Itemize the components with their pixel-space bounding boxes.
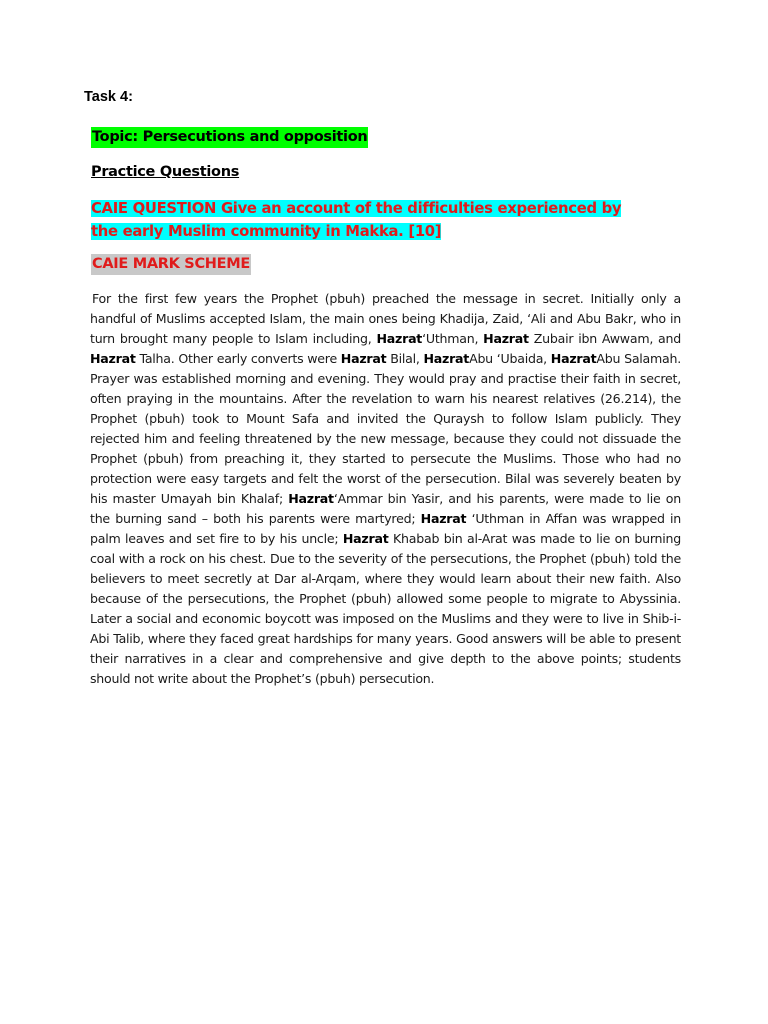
answer-text-run: ‘Uthman, bbox=[422, 331, 484, 346]
honorific-bold: Hazrat bbox=[340, 351, 387, 366]
answer-text-run: For the first few years the Prophet (pbuh) preached the message in secret. Initially only a handful of Muslims accepted Islam, the main ones being Khadija, Zaid, ‘Ali and Abu Bakr, who in turn brought many people to Islam including, bbox=[90, 291, 681, 346]
caie-question bbox=[91, 197, 651, 243]
honorific-bold: Hazrat bbox=[483, 331, 529, 346]
answer-text-run: Abu Salamah. Prayer was established morning and evening. They would pray and practise their faith in secret, often praying in the mountains. After the revelation to warn his nearest relatives (26.214), the Prophet (pbuh) took to Mount Safa and invited the Quraysh to follow Islam publicly. They rejected him and feeling threatened by the new message, because they could not dissuade the Prophet (pbuh) from preaching it, they started to persecute the Muslims. Those who had no protection were easy targets and felt the worst of the persecution. Bilal was severely beaten by his master Umayah bin Khalaf; bbox=[90, 351, 681, 506]
honorific-bold: Hazrat bbox=[90, 351, 136, 366]
caie-question-text: CAIE QUESTION Give an account of the difficulties experienced by the early Muslim community in Makka. [10] bbox=[91, 200, 622, 240]
honorific-bold: Hazrat bbox=[342, 531, 389, 546]
answer-text-run: Abu ‘Ubaida, bbox=[469, 351, 551, 366]
answer-paragraph bbox=[90, 289, 681, 689]
honorific-bold: Hazrat bbox=[288, 491, 334, 506]
answer-text-run: Bilal, bbox=[386, 351, 424, 366]
practice-questions-heading: Practice Questions bbox=[91, 164, 240, 180]
answer-text-run: ‘Ammar bin Yasir, and his parents, were made to lie on the burning sand – both his parents were martyred; bbox=[90, 491, 681, 526]
task-heading: Task 4: bbox=[84, 89, 133, 105]
answer-text-run: Talha. Other early converts were bbox=[135, 351, 341, 366]
mark-scheme-heading: CAIE MARK SCHEME bbox=[91, 254, 251, 275]
mark-scheme-answer bbox=[90, 289, 681, 689]
topic-heading: Topic: Persecutions and opposition bbox=[91, 127, 368, 148]
honorific-bold: Hazrat bbox=[550, 351, 597, 366]
honorific-bold: Hazrat bbox=[420, 511, 467, 526]
honorific-bold: Hazrat bbox=[376, 331, 423, 346]
answer-text-run: Zubair ibn Awwam, and bbox=[528, 331, 681, 346]
honorific-bold: Hazrat bbox=[423, 351, 470, 366]
answer-text-run: Khabab bin al-Arat was made to lie on burning coal with a rock on his chest. Due to the severity of the persecutions, the Prophet (pbuh) told the believers to meet secretly at Dar al-Arqam, where they would learn about their new faith. Also because of the persecutions, the Prophet (pbuh) allowed some people to migrate to Abyssinia. Later a social and economic boycott was imposed on the Muslims and they were to live in Shib-i-Abi Talib, where they faced great hardships for many years. Good answers will be able to present their narratives in a clear and comprehensive and give depth to the above points; students should not write about the Prophet’s (pbuh) persecution. bbox=[90, 531, 681, 686]
answer-text-run: ‘Uthman in Affan was wrapped in palm leaves and set fire to by his uncle; bbox=[90, 511, 682, 546]
